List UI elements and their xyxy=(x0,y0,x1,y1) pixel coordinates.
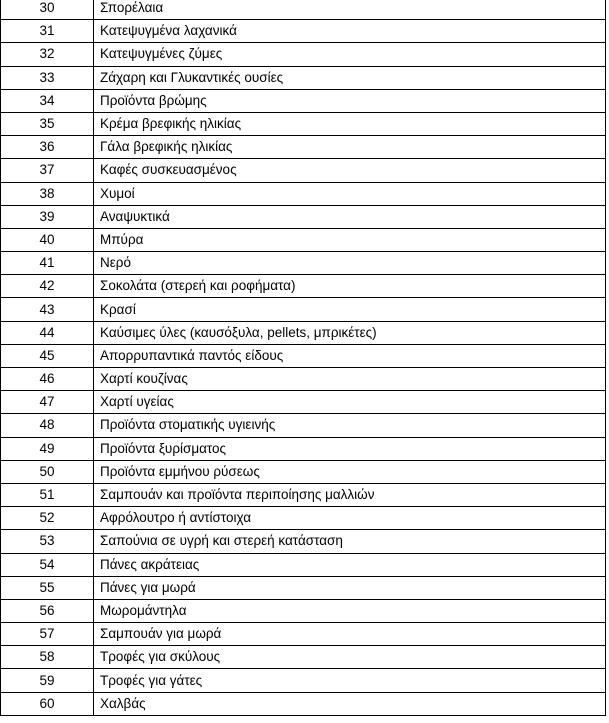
row-number-cell: 31 xyxy=(1,20,94,43)
row-number-cell: 50 xyxy=(1,460,94,483)
row-number-cell: 40 xyxy=(1,228,94,251)
product-name-cell: Μπύρα xyxy=(94,228,606,251)
product-name-cell: Καφές συσκευασμένος xyxy=(94,159,606,182)
row-number-cell: 33 xyxy=(1,66,94,89)
product-name-cell: Αναψυκτικά xyxy=(94,205,606,228)
product-name-cell: Νερό xyxy=(94,252,606,275)
product-name-cell: Αφρόλουτρο ή αντίστοιχα xyxy=(94,507,606,530)
product-name-cell: Καύσιμες ύλες (καυσόξυλα, pellets, μπρικέτες) xyxy=(94,321,606,344)
row-number-cell: 46 xyxy=(1,368,94,391)
table-row xyxy=(1,20,606,43)
row-number-cell: 44 xyxy=(1,321,94,344)
table-row xyxy=(1,623,606,646)
row-number-cell: 55 xyxy=(1,576,94,599)
table-row xyxy=(1,43,606,66)
product-name-cell: Σαμπουάν και προϊόντα περιποίησης μαλλιών xyxy=(94,483,606,506)
product-name-cell: Τροφές για σκύλους xyxy=(94,646,606,669)
table-row xyxy=(1,298,606,321)
product-name-cell: Τροφές για γάτες xyxy=(94,669,606,692)
product-name-cell: Κατεψυγμένες ζύμες xyxy=(94,43,606,66)
table-row xyxy=(1,391,606,414)
row-number-cell: 58 xyxy=(1,646,94,669)
row-number-cell: 57 xyxy=(1,623,94,646)
product-name-cell: Κατεψυγμένα λαχανικά xyxy=(94,20,606,43)
product-name-cell: Κρέμα βρεφικής ηλικίας xyxy=(94,112,606,135)
product-name-cell: Σοκολάτα (στερεή και ροφήματα) xyxy=(94,275,606,298)
row-number-cell: 36 xyxy=(1,136,94,159)
product-name-cell: Σπορέλαια xyxy=(94,0,606,20)
table-row xyxy=(1,252,606,275)
row-number-cell: 48 xyxy=(1,414,94,437)
table-row xyxy=(1,507,606,530)
table-row xyxy=(1,646,606,669)
row-number-cell: 35 xyxy=(1,112,94,135)
product-name-cell: Χαρτί κουζίνας xyxy=(94,368,606,391)
product-name-cell: Χαρτί υγείας xyxy=(94,391,606,414)
row-number-cell: 32 xyxy=(1,43,94,66)
table-row xyxy=(1,599,606,622)
table-row xyxy=(1,344,606,367)
table-row xyxy=(1,321,606,344)
product-name-cell: Γάλα βρεφικής ηλικίας xyxy=(94,136,606,159)
product-name-cell: Κρασί xyxy=(94,298,606,321)
product-name-cell: Χαλβάς xyxy=(94,692,606,715)
table-row xyxy=(1,228,606,251)
product-name-cell: Σαμπουάν για μωρά xyxy=(94,623,606,646)
row-number-cell: 30 xyxy=(1,0,94,20)
table-row xyxy=(1,205,606,228)
table-row xyxy=(1,576,606,599)
table-row xyxy=(1,437,606,460)
table-row xyxy=(1,692,606,715)
product-name-cell: Πάνες για μωρά xyxy=(94,576,606,599)
row-number-cell: 43 xyxy=(1,298,94,321)
row-number-cell: 47 xyxy=(1,391,94,414)
row-number-cell: 39 xyxy=(1,205,94,228)
table-row xyxy=(1,460,606,483)
row-number-cell: 54 xyxy=(1,553,94,576)
row-number-cell: 37 xyxy=(1,159,94,182)
product-table-body xyxy=(1,0,606,715)
product-name-cell: Χυμοί xyxy=(94,182,606,205)
product-name-cell: Μωρομάντηλα xyxy=(94,599,606,622)
product-name-cell: Προϊόντα βρώμης xyxy=(94,89,606,112)
product-name-cell: Πάνες ακράτειας xyxy=(94,553,606,576)
table-row xyxy=(1,0,606,20)
table-row xyxy=(1,66,606,89)
table-row xyxy=(1,275,606,298)
row-number-cell: 49 xyxy=(1,437,94,460)
product-name-cell: Απορρυπαντικά παντός είδους xyxy=(94,344,606,367)
product-name-cell: Προϊόντα ξυρίσματος xyxy=(94,437,606,460)
table-row xyxy=(1,553,606,576)
table-row xyxy=(1,112,606,135)
row-number-cell: 56 xyxy=(1,599,94,622)
row-number-cell: 34 xyxy=(1,89,94,112)
table-row xyxy=(1,414,606,437)
table-row xyxy=(1,182,606,205)
product-name-cell: Προϊόντα εμμήνου ρύσεως xyxy=(94,460,606,483)
row-number-cell: 52 xyxy=(1,507,94,530)
table-row xyxy=(1,136,606,159)
row-number-cell: 51 xyxy=(1,483,94,506)
product-name-cell: Προϊόντα στοματικής υγιεινής xyxy=(94,414,606,437)
table-row xyxy=(1,89,606,112)
table-row xyxy=(1,368,606,391)
row-number-cell: 59 xyxy=(1,669,94,692)
table-row xyxy=(1,159,606,182)
table-row xyxy=(1,669,606,692)
product-name-cell: Σαπούνια σε υγρή και στερεή κατάσταση xyxy=(94,530,606,553)
product-name-cell: Ζάχαρη και Γλυκαντικές ουσίες xyxy=(94,66,606,89)
table-row xyxy=(1,483,606,506)
row-number-cell: 60 xyxy=(1,692,94,715)
row-number-cell: 53 xyxy=(1,530,94,553)
row-number-cell: 38 xyxy=(1,182,94,205)
row-number-cell: 45 xyxy=(1,344,94,367)
table-row xyxy=(1,530,606,553)
row-number-cell: 41 xyxy=(1,252,94,275)
row-number-cell: 42 xyxy=(1,275,94,298)
